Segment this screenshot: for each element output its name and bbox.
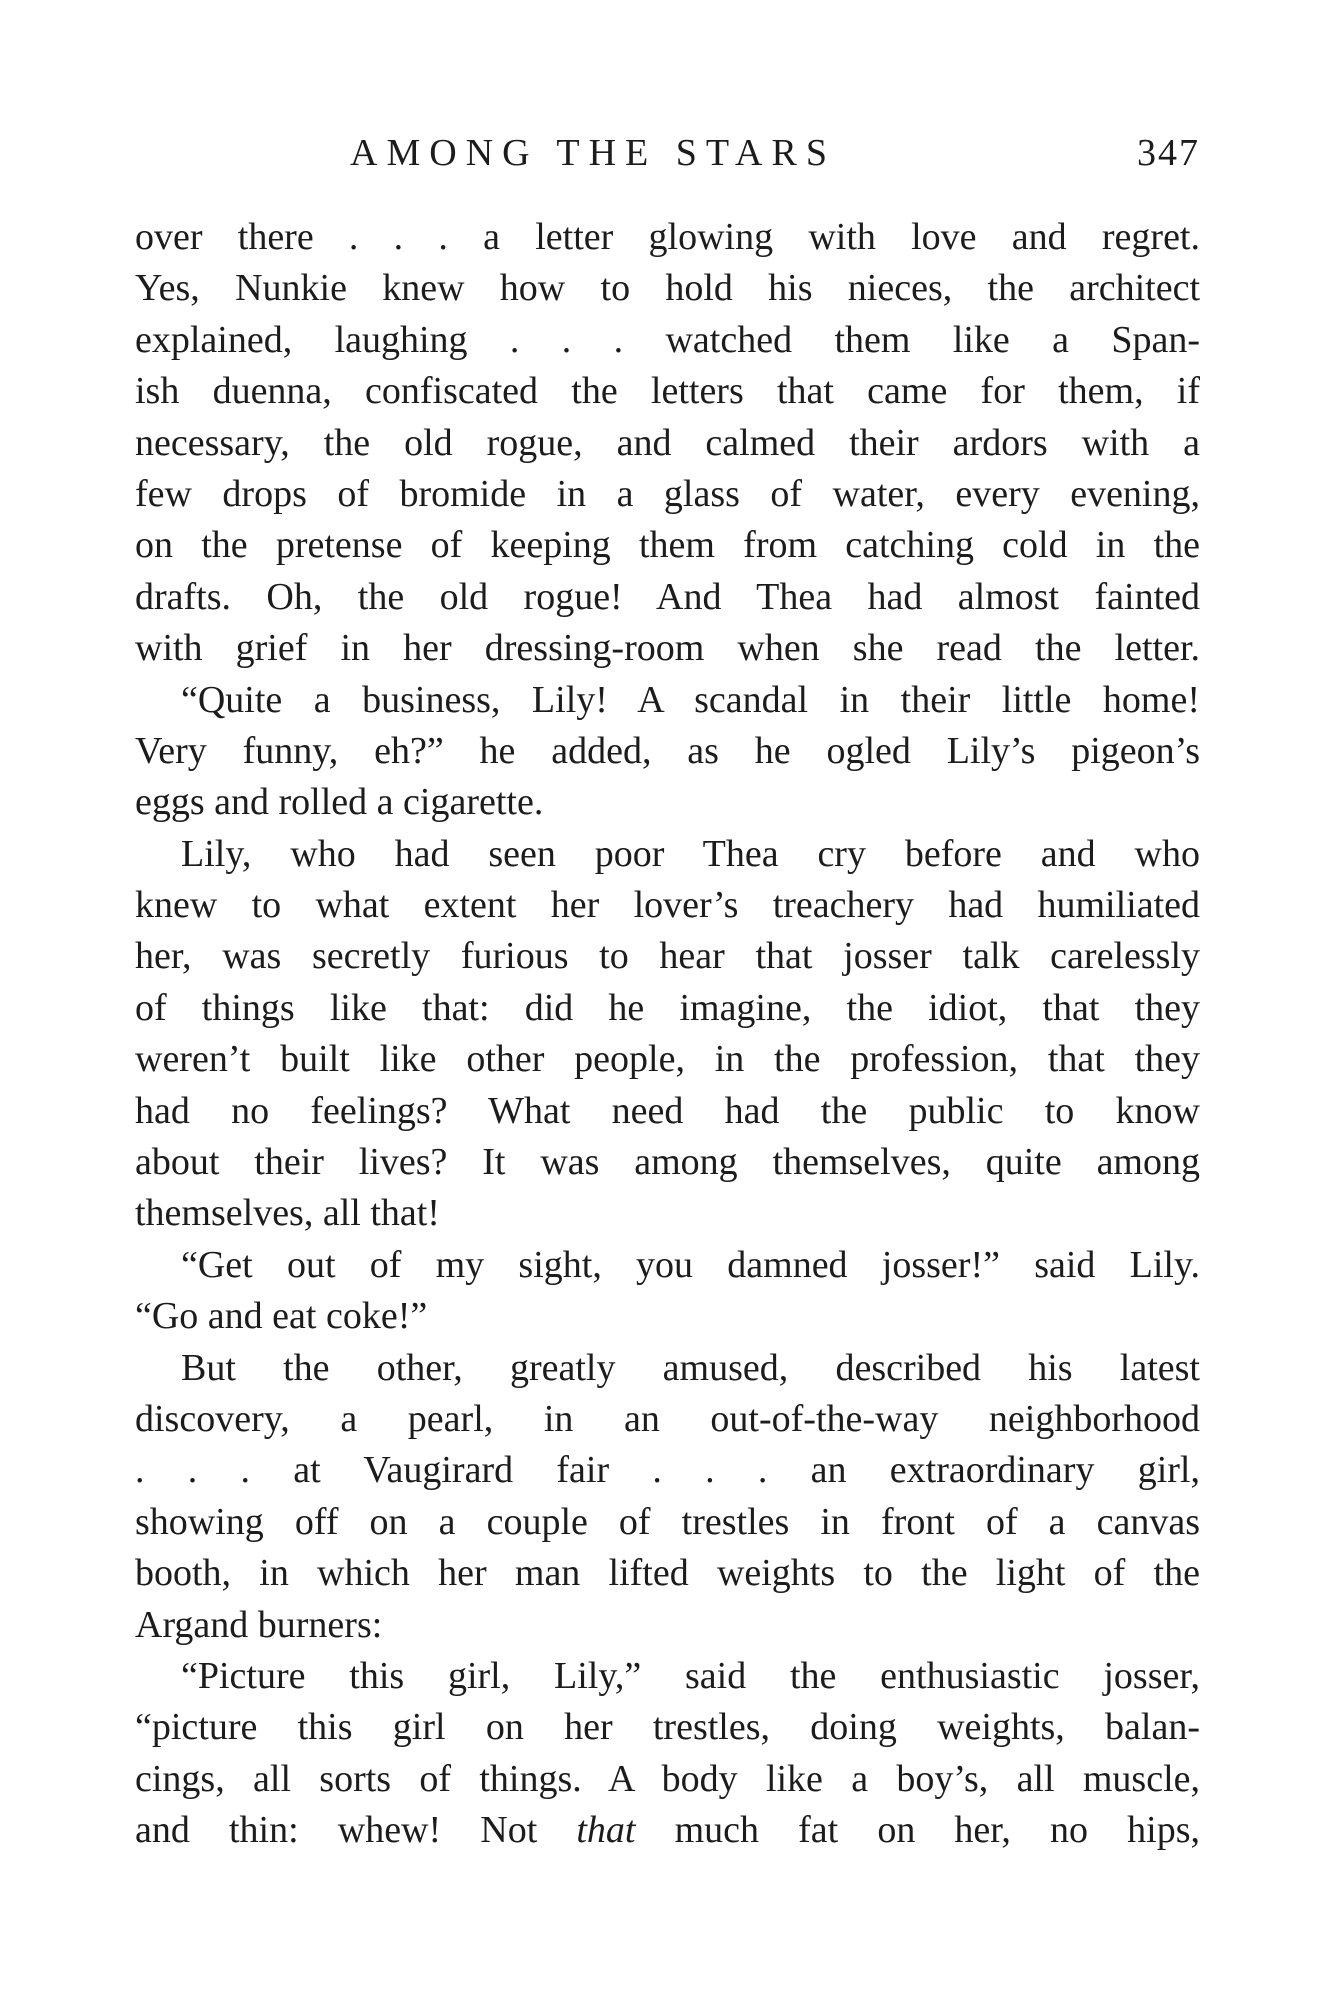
text-line: cings, all sorts of things. A body like a boy’s, all muscle, (135, 1757, 1200, 1800)
text-line: Very funny, eh?” he added, as he ogled Lily’s pigeon’s (135, 729, 1200, 772)
text-line: drafts. Oh, the old rogue! And Thea had almost fainted (135, 575, 1200, 618)
text-line: her, was secretly furious to hear that josser talk carelessly (135, 935, 1200, 978)
text-line: about their lives? It was among themselves, quite among (135, 1141, 1200, 1184)
text-line: and thin: whew! Not that much fat on her, no hips, (135, 1809, 1200, 1852)
text-line: “picture this girl on her trestles, doing weights, balan- (135, 1706, 1200, 1749)
text-line: “Quite a business, Lily! A scandal in their little home! (181, 678, 1200, 721)
emphasis: that (576, 1809, 636, 1852)
text-line: of things like that: did he imagine, the idiot, that they (135, 986, 1200, 1029)
text-line: ish duenna, confiscated the letters that came for them, if (135, 370, 1200, 413)
text-line: knew to what extent her lover’s treachery had humiliated (135, 884, 1200, 927)
text-line: discovery, a pearl, in an out-of-the-way neighborhood (135, 1397, 1200, 1440)
running-title: AMONG THE STARS (350, 132, 836, 174)
text-line: . . . at Vaugirard fair . . . an extraordinary girl, (135, 1449, 1200, 1492)
text-line: explained, laughing . . . watched them like a Span- (135, 318, 1200, 361)
page-number: 347 (1137, 132, 1200, 174)
text-line: “Picture this girl, Lily,” said the enthusiastic josser, (181, 1654, 1200, 1697)
text-line: booth, in which her man lifted weights to the light of the (135, 1552, 1200, 1595)
text-line: few drops of bromide in a glass of water, every evening, (135, 472, 1200, 515)
text-line: “Get out of my sight, you damned josser!” said Lily. (181, 1243, 1200, 1286)
text-line: weren’t built like other people, in the profession, that they (135, 1038, 1200, 1081)
text-line: showing off on a couple of trestles in front of a canvas (135, 1500, 1200, 1543)
text-line: Lily, who had seen poor Thea cry before and who (181, 832, 1200, 875)
text-line: themselves, all that! (135, 1192, 440, 1235)
text-line: eggs and rolled a cigarette. (135, 781, 544, 824)
running-head (135, 128, 1200, 178)
text-line: with grief in her dressing-room when she read the letter. (135, 627, 1200, 670)
text-line: on the pretense of keeping them from catching cold in the (135, 524, 1200, 567)
text-line: Argand burners: (135, 1603, 383, 1646)
body-text (135, 212, 1200, 1857)
text-line: “Go and eat coke!” (135, 1295, 428, 1338)
text-line: over there . . . a letter glowing with love and regret. (135, 216, 1200, 258)
text-line: had no feelings? What need had the public to know (135, 1089, 1200, 1132)
text-line: But the other, greatly amused, described his latest (181, 1346, 1200, 1389)
text-line: necessary, the old rogue, and calmed their ardors with a (135, 421, 1200, 464)
text-line: Yes, Nunkie knew how to hold his nieces, the architect (135, 267, 1200, 310)
